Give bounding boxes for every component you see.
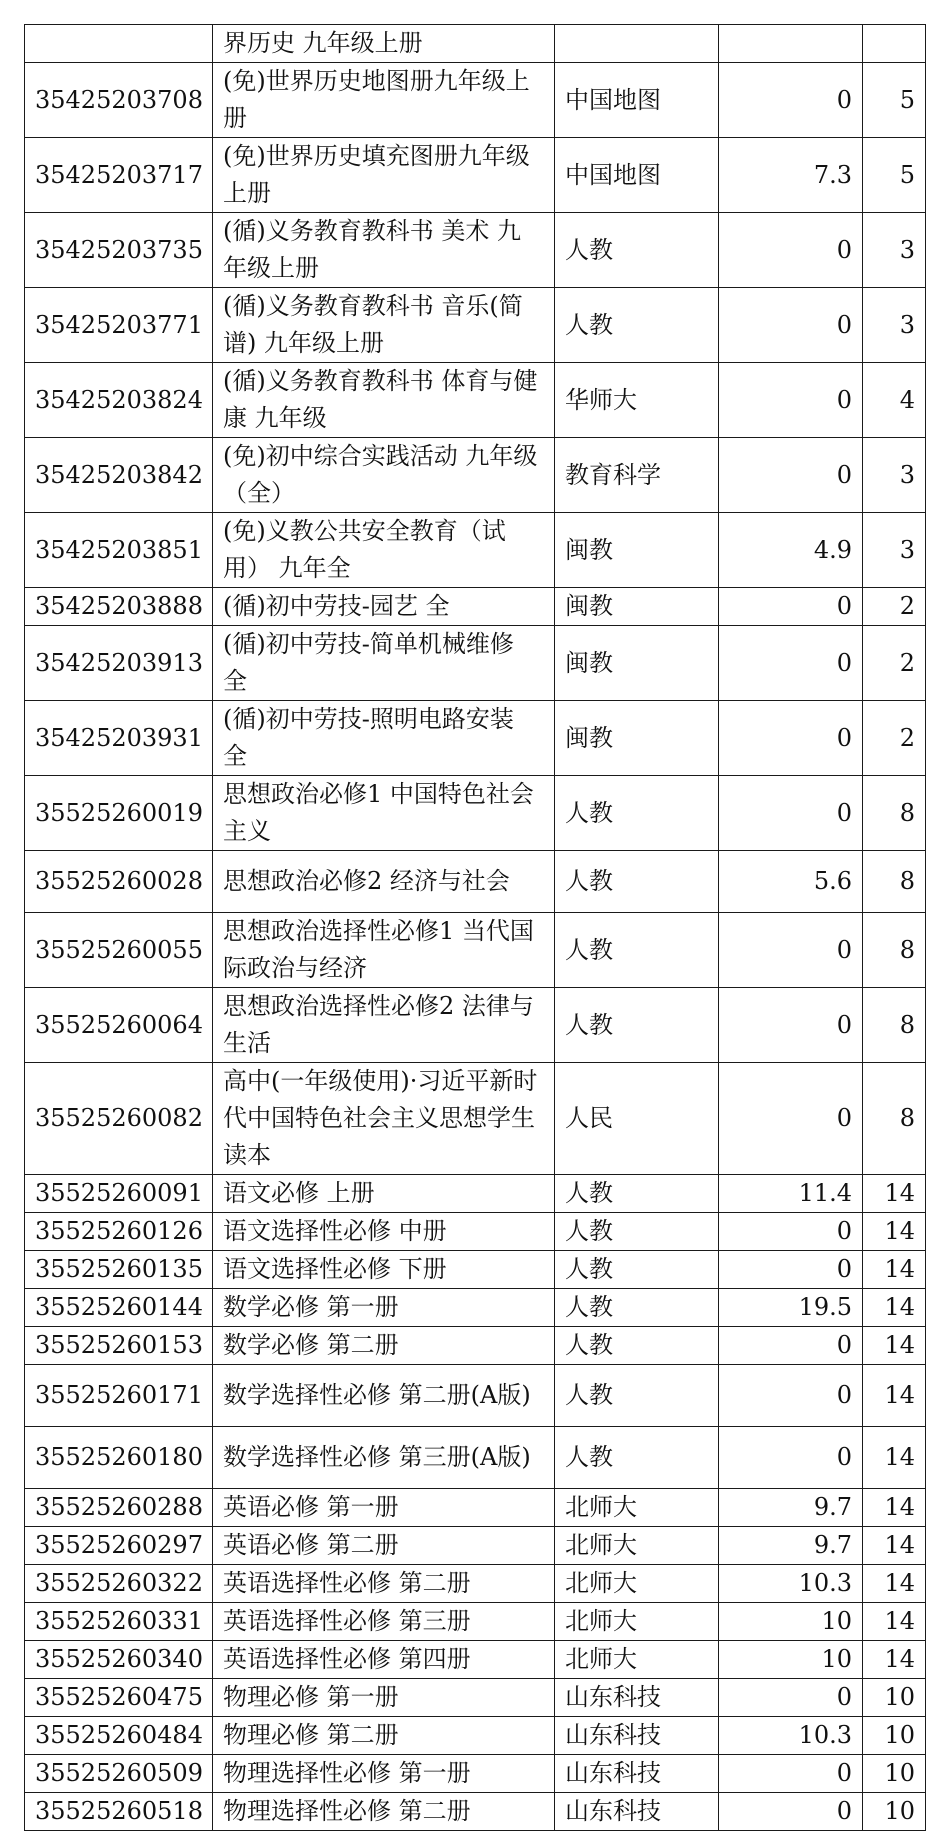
cell-pub: 人教 xyxy=(555,213,719,288)
cell-code: 35525260288 xyxy=(25,1489,213,1527)
cell-pub: 北师大 xyxy=(555,1603,719,1641)
cell-code: 35525260126 xyxy=(25,1213,213,1251)
cell-qty: 10 xyxy=(863,1717,926,1755)
cell-code: 35525260019 xyxy=(25,776,213,851)
cell-qty: 8 xyxy=(863,851,926,913)
cell-title: 物理选择性必修 第一册 xyxy=(213,1755,555,1793)
cell-price: 0 xyxy=(719,1213,863,1251)
table-row xyxy=(25,701,926,776)
cell-title: 英语选择性必修 第二册 xyxy=(213,1565,555,1603)
cell-pub: 北师大 xyxy=(555,1489,719,1527)
cell-qty: 2 xyxy=(863,626,926,701)
cell-code: 35425203717 xyxy=(25,138,213,213)
table-row xyxy=(25,1365,926,1427)
cell-code: 35425203913 xyxy=(25,626,213,701)
cell-code: 35525260297 xyxy=(25,1527,213,1565)
cell-title: 英语选择性必修 第四册 xyxy=(213,1641,555,1679)
cell-pub: 山东科技 xyxy=(555,1755,719,1793)
cell-price: 10 xyxy=(719,1641,863,1679)
table-row xyxy=(25,63,926,138)
table-row xyxy=(25,626,926,701)
table-row xyxy=(25,138,926,213)
table-row xyxy=(25,1603,926,1641)
cell-title: 英语必修 第二册 xyxy=(213,1527,555,1565)
cell-code: 35525260322 xyxy=(25,1565,213,1603)
cell-price: 0 xyxy=(719,1365,863,1427)
cell-price: 0 xyxy=(719,1327,863,1365)
table-row xyxy=(25,1251,926,1289)
cell-qty: 8 xyxy=(863,1063,926,1175)
cell-price: 19.5 xyxy=(719,1289,863,1327)
cell-pub: 人教 xyxy=(555,1175,719,1213)
table-row xyxy=(25,1717,926,1755)
cell-pub: 人教 xyxy=(555,1289,719,1327)
cell-price: 0 xyxy=(719,1793,863,1831)
cell-pub: 北师大 xyxy=(555,1565,719,1603)
cell-price: 10 xyxy=(719,1603,863,1641)
cell-qty: 8 xyxy=(863,988,926,1063)
cell-title: (免)义教公共安全教育（试用） 九年全 xyxy=(213,513,555,588)
cell-pub: 中国地图 xyxy=(555,138,719,213)
cell-qty: 14 xyxy=(863,1327,926,1365)
table-row xyxy=(25,1327,926,1365)
table-row xyxy=(25,1527,926,1565)
cell-code: 35525260484 xyxy=(25,1717,213,1755)
table-row xyxy=(25,513,926,588)
cell-pub: 闽教 xyxy=(555,626,719,701)
cell-pub: 人教 xyxy=(555,1427,719,1489)
cell-pub: 人教 xyxy=(555,1251,719,1289)
cell-code xyxy=(25,25,213,63)
cell-code: 35525260153 xyxy=(25,1327,213,1365)
cell-title: (循)义务教育教科书 音乐(简谱) 九年级上册 xyxy=(213,288,555,363)
cell-title: (循)义务教育教科书 体育与健康 九年级 xyxy=(213,363,555,438)
cell-pub: 山东科技 xyxy=(555,1679,719,1717)
cell-pub: 闽教 xyxy=(555,513,719,588)
table-row xyxy=(25,988,926,1063)
cell-pub: 华师大 xyxy=(555,363,719,438)
cell-code: 35525260091 xyxy=(25,1175,213,1213)
cell-qty: 14 xyxy=(863,1365,926,1427)
cell-qty: 14 xyxy=(863,1213,926,1251)
cell-price: 7.3 xyxy=(719,138,863,213)
cell-price: 0 xyxy=(719,701,863,776)
cell-pub: 人教 xyxy=(555,1327,719,1365)
cell-price: 0 xyxy=(719,438,863,513)
cell-code: 35425203931 xyxy=(25,701,213,776)
cell-price: 9.7 xyxy=(719,1489,863,1527)
cell-qty: 8 xyxy=(863,776,926,851)
cell-code: 35525260340 xyxy=(25,1641,213,1679)
cell-code: 35425203735 xyxy=(25,213,213,288)
table-row xyxy=(25,913,926,988)
cell-title: 思想政治选择性必修1 当代国际政治与经济 xyxy=(213,913,555,988)
cell-title: (免)初中综合实践活动 九年级（全） xyxy=(213,438,555,513)
cell-title: (免)世界历史填充图册九年级上册 xyxy=(213,138,555,213)
table-row xyxy=(25,25,926,63)
table-row xyxy=(25,1175,926,1213)
table-row xyxy=(25,1063,926,1175)
cell-pub: 人教 xyxy=(555,988,719,1063)
table-row xyxy=(25,776,926,851)
cell-pub: 人教 xyxy=(555,851,719,913)
cell-price: 0 xyxy=(719,363,863,438)
cell-price: 0 xyxy=(719,913,863,988)
cell-price: 0 xyxy=(719,776,863,851)
table-row xyxy=(25,588,926,626)
cell-code: 35425203771 xyxy=(25,288,213,363)
cell-title: 数学选择性必修 第二册(A版) xyxy=(213,1365,555,1427)
table-row xyxy=(25,288,926,363)
cell-pub xyxy=(555,25,719,63)
cell-price: 0 xyxy=(719,1755,863,1793)
cell-title: 数学选择性必修 第三册(A版) xyxy=(213,1427,555,1489)
table-row xyxy=(25,1565,926,1603)
cell-code: 35525260055 xyxy=(25,913,213,988)
cell-pub: 教育科学 xyxy=(555,438,719,513)
cell-qty: 10 xyxy=(863,1679,926,1717)
cell-qty: 3 xyxy=(863,513,926,588)
table-row xyxy=(25,438,926,513)
cell-title: 物理必修 第二册 xyxy=(213,1717,555,1755)
cell-qty: 2 xyxy=(863,588,926,626)
textbook-table xyxy=(24,24,926,1831)
table-row xyxy=(25,1427,926,1489)
table-row xyxy=(25,1793,926,1831)
cell-qty: 3 xyxy=(863,288,926,363)
cell-price: 4.9 xyxy=(719,513,863,588)
table-row xyxy=(25,1755,926,1793)
cell-pub: 人教 xyxy=(555,1213,719,1251)
cell-qty: 14 xyxy=(863,1289,926,1327)
cell-code: 35525260028 xyxy=(25,851,213,913)
cell-code: 35425203842 xyxy=(25,438,213,513)
table-row xyxy=(25,1213,926,1251)
cell-title: 界历史 九年级上册 xyxy=(213,25,555,63)
cell-price: 0 xyxy=(719,1063,863,1175)
cell-pub: 人教 xyxy=(555,913,719,988)
cell-qty: 2 xyxy=(863,701,926,776)
cell-title: 物理必修 第一册 xyxy=(213,1679,555,1717)
cell-price: 0 xyxy=(719,1427,863,1489)
cell-code: 35525260180 xyxy=(25,1427,213,1489)
table-row xyxy=(25,213,926,288)
cell-title: 英语必修 第一册 xyxy=(213,1489,555,1527)
cell-price: 5.6 xyxy=(719,851,863,913)
cell-title: 思想政治必修2 经济与社会 xyxy=(213,851,555,913)
cell-pub: 北师大 xyxy=(555,1527,719,1565)
cell-title: (循)义务教育教科书 美术 九年级上册 xyxy=(213,213,555,288)
cell-code: 35525260064 xyxy=(25,988,213,1063)
cell-title: 思想政治选择性必修2 法律与生活 xyxy=(213,988,555,1063)
cell-title: 思想政治必修1 中国特色社会主义 xyxy=(213,776,555,851)
table-row xyxy=(25,363,926,438)
cell-qty: 10 xyxy=(863,1793,926,1831)
cell-price: 0 xyxy=(719,63,863,138)
cell-pub: 闽教 xyxy=(555,588,719,626)
cell-price: 0 xyxy=(719,588,863,626)
cell-qty: 3 xyxy=(863,438,926,513)
table-row xyxy=(25,1641,926,1679)
cell-qty: 14 xyxy=(863,1527,926,1565)
cell-code: 35525260144 xyxy=(25,1289,213,1327)
cell-price: 10.3 xyxy=(719,1565,863,1603)
cell-pub: 闽教 xyxy=(555,701,719,776)
cell-pub: 北师大 xyxy=(555,1641,719,1679)
table-row xyxy=(25,851,926,913)
cell-code: 35525260475 xyxy=(25,1679,213,1717)
cell-title: 数学必修 第二册 xyxy=(213,1327,555,1365)
cell-code: 35525260135 xyxy=(25,1251,213,1289)
cell-qty: 14 xyxy=(863,1565,926,1603)
cell-code: 35525260082 xyxy=(25,1063,213,1175)
cell-qty: 4 xyxy=(863,363,926,438)
cell-qty: 5 xyxy=(863,63,926,138)
cell-pub: 人教 xyxy=(555,288,719,363)
cell-qty: 14 xyxy=(863,1603,926,1641)
cell-price xyxy=(719,25,863,63)
cell-code: 35425203824 xyxy=(25,363,213,438)
cell-pub: 人教 xyxy=(555,1365,719,1427)
cell-title: 语文必修 上册 xyxy=(213,1175,555,1213)
cell-code: 35525260171 xyxy=(25,1365,213,1427)
cell-title: 语文选择性必修 中册 xyxy=(213,1213,555,1251)
cell-price: 0 xyxy=(719,288,863,363)
cell-qty: 8 xyxy=(863,913,926,988)
cell-title: (循)初中劳技-园艺 全 xyxy=(213,588,555,626)
cell-title: 高中(一年级使用)·习近平新时代中国特色社会主义思想学生读本 xyxy=(213,1063,555,1175)
table-row xyxy=(25,1679,926,1717)
cell-qty: 14 xyxy=(863,1427,926,1489)
cell-title: 英语选择性必修 第三册 xyxy=(213,1603,555,1641)
cell-qty: 14 xyxy=(863,1251,926,1289)
table-body xyxy=(25,25,926,1831)
cell-pub: 山东科技 xyxy=(555,1717,719,1755)
cell-pub: 中国地图 xyxy=(555,63,719,138)
cell-price: 9.7 xyxy=(719,1527,863,1565)
cell-code: 35525260331 xyxy=(25,1603,213,1641)
cell-qty: 10 xyxy=(863,1755,926,1793)
cell-price: 0 xyxy=(719,988,863,1063)
cell-price: 0 xyxy=(719,626,863,701)
cell-qty: 5 xyxy=(863,138,926,213)
cell-title: 语文选择性必修 下册 xyxy=(213,1251,555,1289)
cell-price: 0 xyxy=(719,213,863,288)
cell-price: 11.4 xyxy=(719,1175,863,1213)
table-row xyxy=(25,1289,926,1327)
cell-price: 10.3 xyxy=(719,1717,863,1755)
cell-qty xyxy=(863,25,926,63)
cell-title: (循)初中劳技-简单机械维修 全 xyxy=(213,626,555,701)
cell-code: 35425203708 xyxy=(25,63,213,138)
cell-qty: 14 xyxy=(863,1489,926,1527)
cell-qty: 14 xyxy=(863,1641,926,1679)
cell-qty: 3 xyxy=(863,213,926,288)
cell-pub: 山东科技 xyxy=(555,1793,719,1831)
cell-title: 物理选择性必修 第二册 xyxy=(213,1793,555,1831)
cell-title: (免)世界历史地图册九年级上册 xyxy=(213,63,555,138)
cell-price: 0 xyxy=(719,1679,863,1717)
table-row xyxy=(25,1489,926,1527)
cell-qty: 14 xyxy=(863,1175,926,1213)
cell-code: 35425203851 xyxy=(25,513,213,588)
cell-code: 35425203888 xyxy=(25,588,213,626)
cell-title: 数学必修 第一册 xyxy=(213,1289,555,1327)
cell-pub: 人民 xyxy=(555,1063,719,1175)
cell-pub: 人教 xyxy=(555,776,719,851)
cell-code: 35525260509 xyxy=(25,1755,213,1793)
cell-code: 35525260518 xyxy=(25,1793,213,1831)
cell-price: 0 xyxy=(719,1251,863,1289)
cell-title: (循)初中劳技-照明电路安装 全 xyxy=(213,701,555,776)
